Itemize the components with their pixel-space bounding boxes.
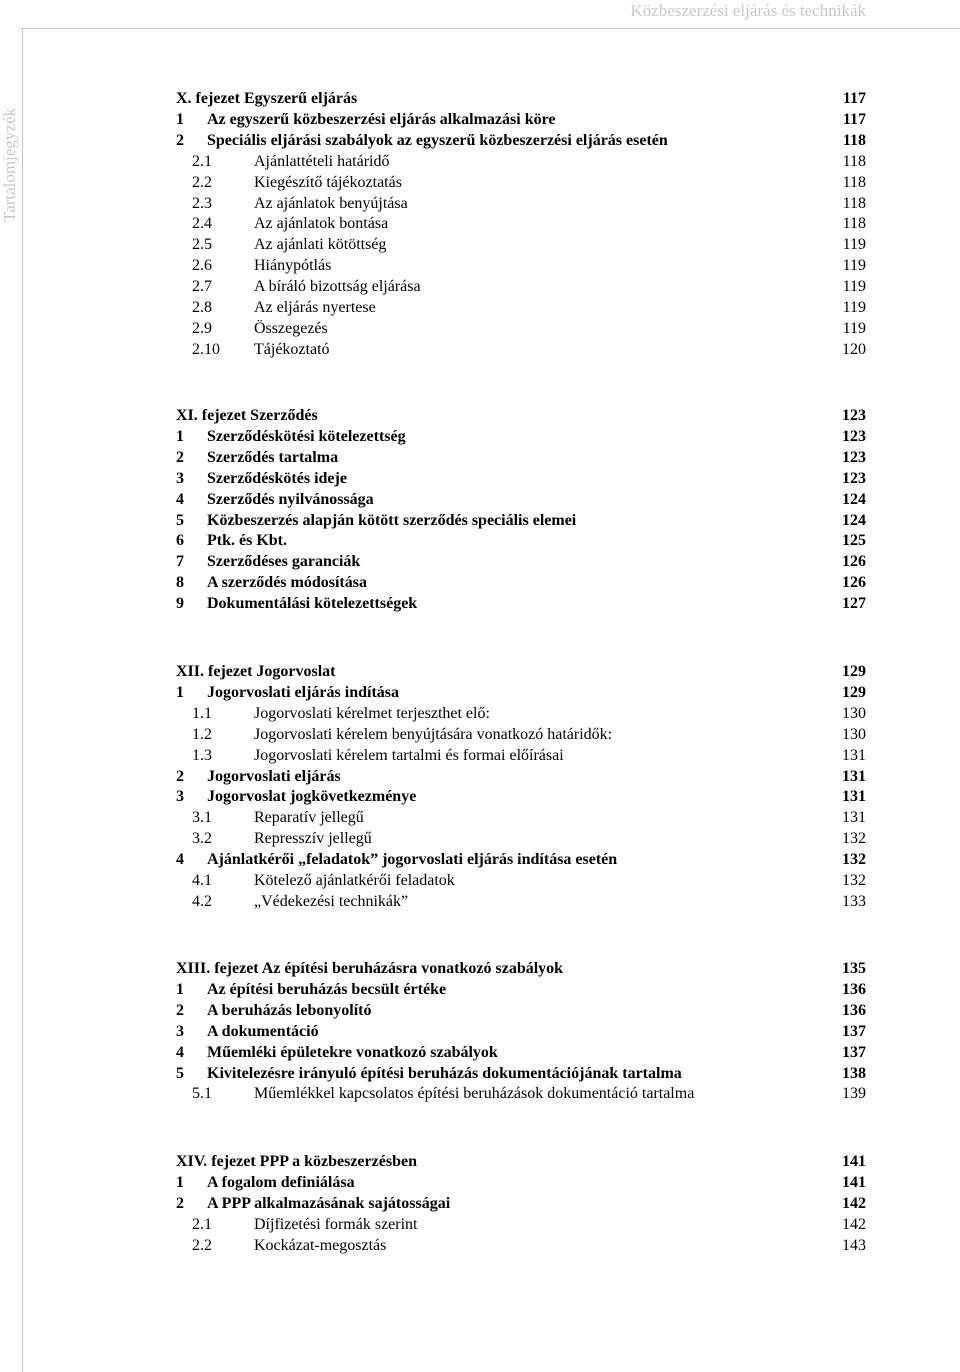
toc-entry-title: Szerződéskötési kötelezettség <box>207 427 406 445</box>
toc-entry-number: 4 <box>176 851 184 869</box>
toc-subsection-row[interactable] <box>176 339 866 360</box>
toc-entry-number: 2.4 <box>192 215 212 233</box>
toc-entry-title: Represszív jellegű <box>254 830 372 848</box>
toc-entry-title: Az ajánlatok bontása <box>254 215 389 233</box>
toc-entry-page: 123 <box>842 427 866 445</box>
toc-entry-title: Az egyszerű közbeszerzési eljárás alkalmazási köre <box>207 110 556 128</box>
toc-entry-title: Kivitelezésre irányuló építési beruházás dokumentációjának tartalma <box>207 1064 682 1082</box>
toc-entry-number: 2.10 <box>192 340 220 358</box>
toc-entry-number: 6 <box>176 532 184 550</box>
toc-section-row[interactable] <box>176 489 866 510</box>
toc-entry-number: 2.1 <box>192 1215 212 1233</box>
toc-entry-title: Kiegészítő tájékoztatás <box>254 173 402 191</box>
toc-section-row[interactable] <box>176 1172 866 1193</box>
toc-entry-title: A szerződés módosítása <box>207 574 367 592</box>
toc-entry-page: 124 <box>842 511 866 529</box>
toc-entry-page: 135 <box>842 960 866 977</box>
toc-entry-page: 119 <box>842 319 866 337</box>
toc-section-row[interactable] <box>176 530 866 551</box>
toc-entry-page: 142 <box>842 1215 866 1233</box>
toc-entry-page: 130 <box>842 704 866 722</box>
toc-entry-number: 5 <box>176 1064 184 1082</box>
toc-entry-page: 123 <box>842 469 866 487</box>
toc-entry-title: Szerződéskötés ideje <box>207 469 347 487</box>
toc-subsection-row[interactable] <box>176 1235 866 1256</box>
toc-entry-page: 130 <box>842 725 866 743</box>
toc-entry-page: 132 <box>842 851 866 869</box>
toc-entry-page: 123 <box>842 448 866 466</box>
toc-entry-title: Műemléki épületekre vonatkozó szabályok <box>207 1043 498 1061</box>
toc-entry-title: A bíráló bizottság eljárása <box>254 278 421 296</box>
toc-entry-number: 1.2 <box>192 725 212 743</box>
toc-entry-title: Jogorvoslat jogkövetkezménye <box>207 788 417 806</box>
toc-entry-page: 118 <box>842 152 866 170</box>
toc-entry-title: Az ajánlatok benyújtása <box>254 194 408 212</box>
toc-entry-number: 2.5 <box>192 236 212 254</box>
toc-entry-page: 141 <box>842 1153 866 1170</box>
toc-section-row[interactable] <box>176 1042 866 1063</box>
toc-entry-page: 129 <box>842 663 866 680</box>
toc-entry-title: Speciális eljárási szabályok az egyszerű közbeszerzési eljárás esetén <box>207 131 668 149</box>
toc-entry-number: 9 <box>176 595 184 613</box>
toc-entry-title: Kockázat-megosztás <box>254 1236 387 1254</box>
toc-entry-page: 136 <box>842 1001 866 1019</box>
toc-entry-number: 2 <box>176 131 184 149</box>
toc-entry-title: Ajánlattételi határidő <box>254 152 390 170</box>
toc-entry-page: 127 <box>842 595 866 613</box>
toc-subsection-row[interactable] <box>176 213 866 234</box>
toc-entry-page: 132 <box>842 872 866 889</box>
toc-section-row[interactable] <box>176 979 866 1000</box>
toc-entry-number: 2 <box>176 767 184 785</box>
toc-section-row[interactable] <box>176 786 866 807</box>
toc-entry-title: Jogorvoslati eljárás <box>207 767 341 785</box>
toc-entry-page: 132 <box>842 830 866 848</box>
toc-entry-number: 3 <box>176 788 184 806</box>
toc-entry-page: 131 <box>842 809 866 827</box>
toc-entry-title: Szerződés tartalma <box>207 448 339 466</box>
toc-entry-title: Jogorvoslati eljárás indítása <box>207 683 399 701</box>
toc-entry-page: 118 <box>842 173 866 191</box>
toc-entry-number: 2 <box>176 448 184 466</box>
toc-entry-number: 2.2 <box>192 1236 212 1254</box>
toc-entry-title: A dokumentáció <box>207 1022 319 1040</box>
toc-entry-page: 120 <box>842 340 866 358</box>
toc-chapter-row[interactable] <box>176 958 866 979</box>
toc-entry-number: 4.2 <box>192 892 212 910</box>
toc-entry-number: 3.1 <box>192 809 212 827</box>
toc-entry-title: Szerződéses garanciák <box>207 553 361 571</box>
toc-entry-number: 3 <box>176 1022 184 1040</box>
toc-subsection-row[interactable] <box>176 870 866 891</box>
toc-entry-number: 3 <box>176 469 184 487</box>
toc-chapter-row[interactable] <box>176 661 866 682</box>
toc-subsection-row[interactable] <box>176 151 866 172</box>
toc-section-row[interactable] <box>176 1000 866 1021</box>
toc-entry-number: 2.7 <box>192 278 212 296</box>
toc-entry-number: 1.1 <box>192 704 212 722</box>
running-header-title: Közbeszerzési eljárás és technikák <box>630 1 866 20</box>
toc-entry-page: 119 <box>842 278 866 296</box>
toc-entry-number: 2.9 <box>192 319 212 337</box>
toc-entry-number: 2.6 <box>192 257 212 275</box>
toc-subsection-row[interactable] <box>176 891 866 912</box>
toc-entry-title: Díjfizetési formák szerint <box>254 1215 418 1233</box>
toc-entry-number: 2.1 <box>192 152 212 170</box>
toc-entry-title: Szerződés nyilvánossága <box>207 490 374 508</box>
toc-subsection-row[interactable] <box>176 807 866 828</box>
toc-section-row[interactable] <box>176 426 866 447</box>
toc-entry-page: 118 <box>842 194 866 212</box>
toc-entry-number: 8 <box>176 574 184 592</box>
toc-section-row[interactable] <box>176 468 866 489</box>
toc-entry-page: 118 <box>842 131 866 149</box>
toc-chapter-row[interactable] <box>176 1151 866 1172</box>
toc-entry-title: „Védekezési technikák” <box>254 892 409 910</box>
toc-entry-title: Az ajánlati kötöttség <box>254 236 387 254</box>
toc-section-row[interactable] <box>176 593 866 614</box>
toc-section-row[interactable] <box>176 766 866 787</box>
toc-entry-page: 143 <box>842 1236 866 1254</box>
toc-entry-page: 118 <box>842 215 866 233</box>
toc-entry-number: 2 <box>176 1001 184 1019</box>
toc-section-row[interactable] <box>176 510 866 531</box>
toc-subsection-row[interactable] <box>176 318 866 339</box>
toc-subsection-row[interactable] <box>176 172 866 193</box>
toc-section-row[interactable] <box>176 1193 866 1214</box>
toc-entry-title: A PPP alkalmazásának sajátosságai <box>207 1194 451 1212</box>
toc-entry-title: Dokumentálási kötelezettségek <box>207 595 418 613</box>
toc-entry-number: 1.3 <box>192 746 212 764</box>
toc-entry-page: 117 <box>842 90 866 107</box>
toc-section-row[interactable] <box>176 682 866 703</box>
toc-entry-page: 136 <box>842 980 866 998</box>
toc-entry-title: Jogorvoslati kérelem tartalmi és formai előírásai <box>254 746 564 764</box>
toc-section-row[interactable] <box>176 572 866 593</box>
toc-entry-title: XIII. fejezet Az építési beruházásra vonatkozó szabályok <box>176 960 564 977</box>
toc-subsection-row[interactable] <box>176 276 866 297</box>
toc-entry-number: 2 <box>176 1194 184 1212</box>
toc-entry-number: 5 <box>176 511 184 529</box>
toc-entry-title: Ptk. és Kbt. <box>207 532 287 550</box>
toc-entry-number: 1 <box>176 110 184 128</box>
toc-entry-page: 131 <box>842 767 866 785</box>
toc-entry-title: Összegezés <box>254 319 328 337</box>
toc-entry-page: 119 <box>842 299 866 316</box>
side-section-label: Tartalomjegyzék <box>0 108 19 222</box>
toc-entry-title: Műemlékkel kapcsolatos építési beruházások dokumentáció tartalma <box>254 1085 695 1103</box>
toc-entry-page: 137 <box>842 1043 866 1061</box>
toc-subsection-row[interactable] <box>176 255 866 276</box>
toc-entry-number: 1 <box>176 427 184 445</box>
toc-section-row[interactable] <box>176 551 866 572</box>
toc-entry-title: A beruházás lebonyolító <box>207 1001 372 1019</box>
toc-entry-number: 1 <box>176 980 184 998</box>
toc-entry-title: Az építési beruházás becsült értéke <box>207 980 447 998</box>
toc-entry-title: XIV. fejezet PPP a közbeszerzésben <box>176 1153 417 1170</box>
side-divider <box>22 28 23 1372</box>
toc-section-row[interactable] <box>176 447 866 468</box>
toc-entry-title: XI. fejezet Szerződés <box>176 407 318 424</box>
toc-entry-number: 1 <box>176 1173 184 1191</box>
toc-entry-page: 131 <box>842 788 866 806</box>
toc-entry-number: 7 <box>176 553 184 571</box>
header-divider <box>20 28 960 29</box>
toc-entry-title: A fogalom definiálása <box>207 1173 355 1191</box>
toc-entry-page: 126 <box>842 553 866 571</box>
toc-section-row[interactable] <box>176 1021 866 1042</box>
toc-entry-title: Hiánypótlás <box>254 257 332 275</box>
toc-entry-page: 139 <box>842 1085 866 1103</box>
toc-subsection-row[interactable] <box>176 193 866 214</box>
toc-subsection-row[interactable] <box>176 1083 866 1104</box>
toc-entry-page: 129 <box>842 683 866 701</box>
toc-section-row[interactable] <box>176 1063 866 1084</box>
toc-entry-number: 1 <box>176 683 184 701</box>
toc-entry-page: 124 <box>842 490 866 508</box>
toc-entry-title: XII. fejezet Jogorvoslat <box>176 663 336 680</box>
toc-chapter-row[interactable] <box>176 88 866 109</box>
toc-subsection-row[interactable] <box>176 703 866 724</box>
toc-section-row[interactable] <box>176 849 866 870</box>
toc-entry-number: 3.2 <box>192 830 212 848</box>
toc-subsection-row[interactable] <box>176 1214 866 1235</box>
toc-entry-title: Jogorvoslati kérelmet terjeszthet elő: <box>254 704 490 722</box>
toc-section-row[interactable] <box>176 109 866 130</box>
toc-subsection-row[interactable] <box>176 297 866 318</box>
toc-entry-title: Ajánlatkérői „feladatok” jogorvoslati eljárás indítása esetén <box>207 851 618 869</box>
toc-entry-number: 5.1 <box>192 1085 212 1103</box>
toc-subsection-row[interactable] <box>176 234 866 255</box>
toc-entry-number: 2.3 <box>192 194 212 212</box>
toc-section-row[interactable] <box>176 130 866 151</box>
toc-entry-page: 133 <box>842 892 866 910</box>
toc-entry-title: Kötelező ajánlatkérői feladatok <box>254 872 455 889</box>
toc-entry-title: Tájékoztató <box>254 340 330 358</box>
toc-entry-number: 4.1 <box>192 872 212 889</box>
toc-entry-number: 4 <box>176 490 184 508</box>
toc-subsection-row[interactable] <box>176 828 866 849</box>
toc-entry-page: 125 <box>842 532 866 550</box>
toc-entry-title: X. fejezet Egyszerű eljárás <box>176 90 358 107</box>
toc-entry-page: 119 <box>842 236 866 254</box>
toc-entry-title: Az eljárás nyertese <box>254 299 376 316</box>
toc-entry-number: 2.8 <box>192 299 212 316</box>
toc-entry-page: 119 <box>842 257 866 275</box>
toc-entry-page: 141 <box>842 1173 866 1191</box>
toc-subsection-row[interactable] <box>176 745 866 766</box>
toc-entry-page: 123 <box>842 407 866 424</box>
toc-entry-page: 131 <box>842 746 866 764</box>
toc-entry-title: Jogorvoslati kérelem benyújtására vonatkozó határidők: <box>254 725 613 743</box>
toc-entry-title: Közbeszerzés alapján kötött szerződés speciális elemei <box>207 511 577 529</box>
toc-entry-page: 142 <box>842 1194 866 1212</box>
toc-entry-page: 117 <box>842 110 866 128</box>
toc-entry-page: 138 <box>842 1064 866 1082</box>
toc-entry-title: Reparatív jellegű <box>254 809 364 827</box>
toc-entry-number: 4 <box>176 1043 184 1061</box>
toc-entry-page: 137 <box>842 1022 866 1040</box>
toc-entry-number: 2.2 <box>192 173 212 191</box>
toc-chapter-row[interactable] <box>176 405 866 426</box>
toc-subsection-row[interactable] <box>176 724 866 745</box>
toc-entry-page: 126 <box>842 574 866 592</box>
